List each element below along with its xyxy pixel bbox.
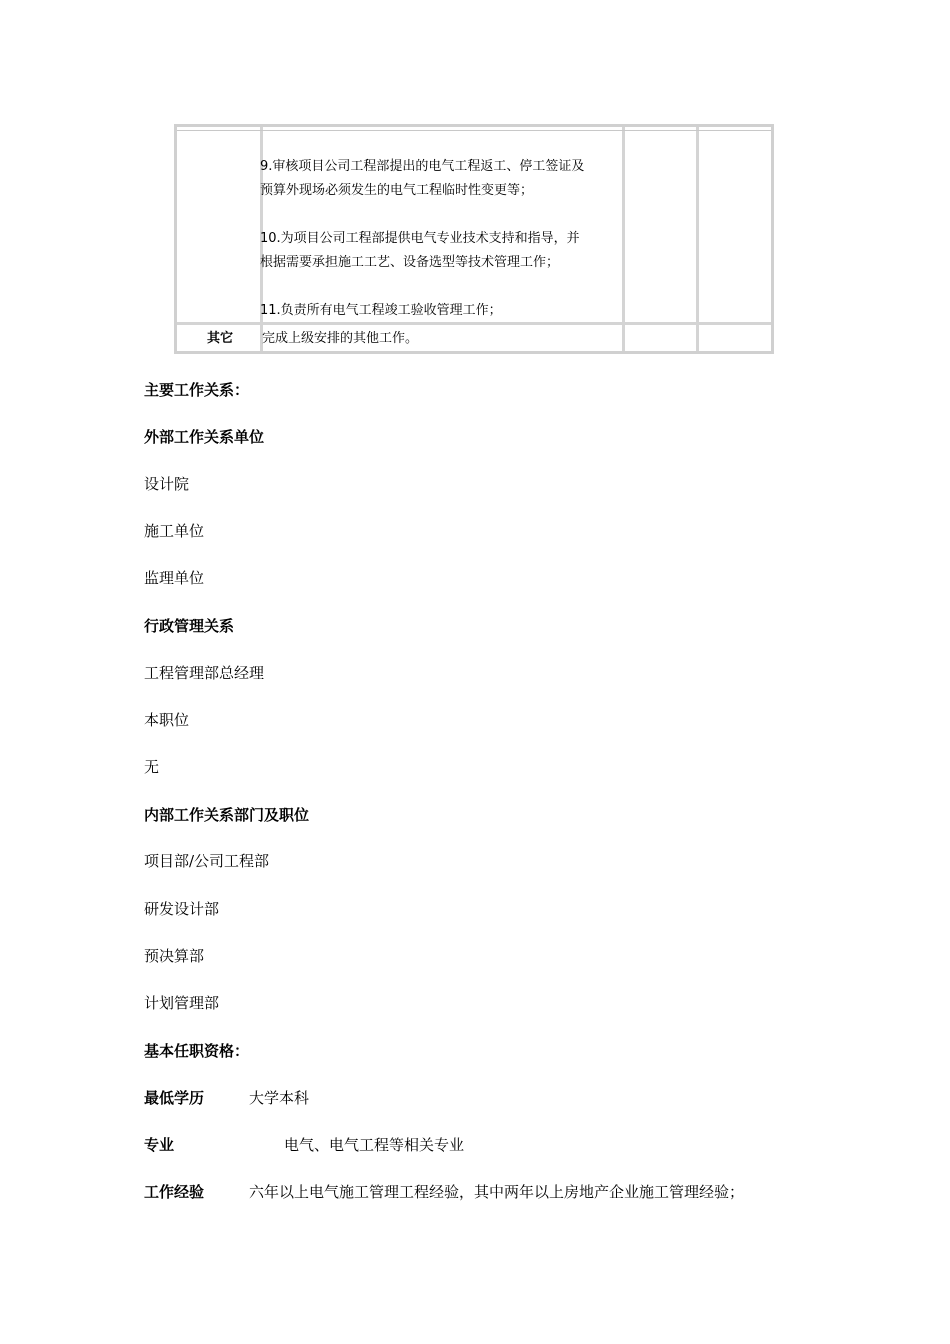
other-text: 完成上级安排的其他工作。 — [262, 331, 419, 346]
duty-line: 10.为项目公司工程部提供电气专业技术支持和指导，并 — [260, 231, 580, 246]
duty-line: 预算外现场必须发生的电气工程临时性变更等； — [260, 183, 534, 198]
duty-table — [174, 124, 774, 354]
table-column-divider — [622, 127, 625, 351]
list-item: 本职位 — [144, 711, 190, 729]
list-item: 研发设计部 — [144, 900, 220, 918]
external-relations-title: 外部工作关系单位 — [144, 428, 265, 446]
list-item: 监理单位 — [144, 569, 205, 587]
list-item: 工程管理部总经理 — [144, 664, 265, 682]
qualification-title: 基本任职资格： — [144, 1042, 250, 1060]
admin-relations-title: 行政管理关系 — [144, 617, 235, 635]
list-item: 预决算部 — [144, 947, 205, 965]
duty-line: 9.审核项目公司工程部提出的电气工程返工、停工签证及 — [260, 159, 585, 174]
list-item: 设计院 — [144, 475, 190, 493]
experience-label: 工作经验 — [144, 1183, 205, 1201]
other-label: 其它 — [206, 331, 233, 346]
education-value: 大学本科 — [249, 1089, 310, 1107]
internal-relations-title: 内部工作关系部门及职位 — [144, 806, 310, 824]
table-row-divider — [177, 130, 771, 131]
list-item: 项目部/公司工程部 — [144, 852, 270, 870]
table-column-divider — [696, 127, 699, 351]
experience-value: 六年以上电气施工管理工程经验，其中两年以上房地产企业施工管理经验； — [249, 1183, 745, 1201]
major-value: 电气、电气工程等相关专业 — [284, 1136, 465, 1154]
list-item: 无 — [144, 758, 160, 776]
duty-line: 11.负责所有电气工程竣工验收管理工作； — [260, 303, 502, 318]
major-label: 专业 — [144, 1136, 175, 1154]
list-item: 计划管理部 — [144, 994, 220, 1012]
duty-line: 根据需要承担施工工艺、设备选型等技术管理工作； — [260, 255, 560, 270]
list-item: 施工单位 — [144, 522, 205, 540]
main-relations-title: 主要工作关系： — [144, 381, 250, 399]
education-label: 最低学历 — [144, 1089, 205, 1107]
